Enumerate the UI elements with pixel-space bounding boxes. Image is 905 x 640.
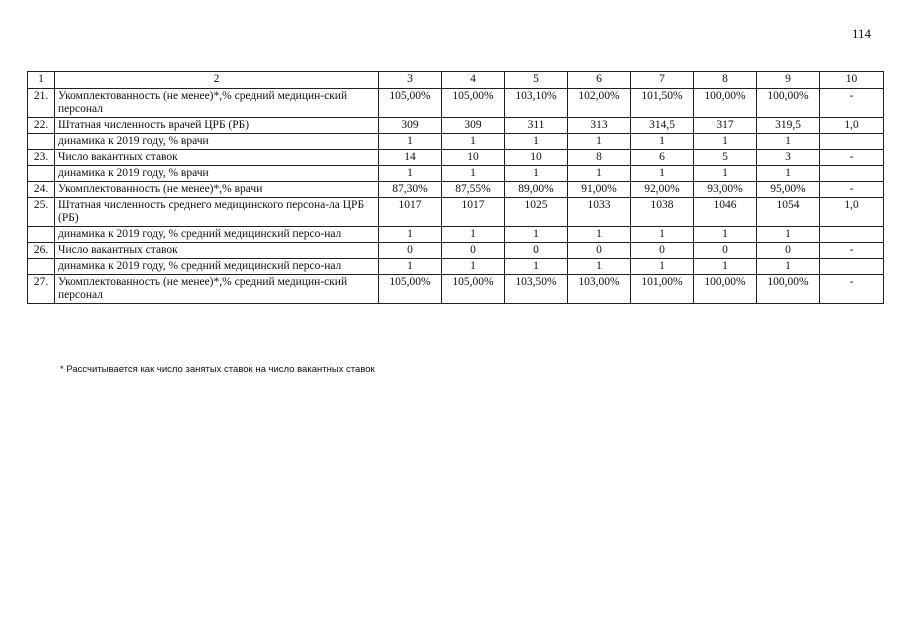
- value-cell: 5: [694, 150, 757, 166]
- column-header-8: 8: [694, 72, 757, 89]
- value-cell: 1: [379, 134, 442, 150]
- value-cell: 105,00%: [442, 89, 505, 118]
- value-cell: -: [820, 243, 884, 259]
- column-header-1: 1: [28, 72, 55, 89]
- value-cell: 10: [442, 150, 505, 166]
- value-cell: 1: [442, 227, 505, 243]
- row-description: Укомплектованность (не менее)*,% средний медицин-ский персонал: [55, 275, 379, 304]
- table-row: [28, 275, 884, 304]
- row-description: динамика к 2019 году, % средний медицинский персо-нал: [55, 259, 379, 275]
- value-cell: 1: [757, 227, 820, 243]
- value-cell: 317: [694, 118, 757, 134]
- table-row: [28, 182, 884, 198]
- row-description: Число вакантных ставок: [55, 150, 379, 166]
- table-row: [28, 134, 884, 150]
- value-cell: 100,00%: [694, 89, 757, 118]
- row-number: 27.: [28, 275, 55, 304]
- value-cell: 100,00%: [757, 89, 820, 118]
- value-cell: 1: [568, 166, 631, 182]
- value-cell: 1: [568, 227, 631, 243]
- value-cell: 0: [757, 243, 820, 259]
- value-cell: 103,50%: [505, 275, 568, 304]
- value-cell: 1,0: [820, 118, 884, 134]
- value-cell: -: [820, 89, 884, 118]
- value-cell: 0: [379, 243, 442, 259]
- value-cell: [820, 166, 884, 182]
- table-row: [28, 166, 884, 182]
- row-description: динамика к 2019 году, % врачи: [55, 166, 379, 182]
- table-row: [28, 89, 884, 118]
- row-number: 25.: [28, 198, 55, 227]
- value-cell: 1: [694, 259, 757, 275]
- row-number: 21.: [28, 89, 55, 118]
- value-cell: 100,00%: [757, 275, 820, 304]
- row-description: динамика к 2019 году, % врачи: [55, 134, 379, 150]
- value-cell: 1: [505, 227, 568, 243]
- table-body: [28, 72, 884, 304]
- value-cell: 95,00%: [757, 182, 820, 198]
- value-cell: 309: [442, 118, 505, 134]
- value-cell: 1: [568, 259, 631, 275]
- value-cell: 1: [379, 227, 442, 243]
- value-cell: 103,10%: [505, 89, 568, 118]
- value-cell: [820, 227, 884, 243]
- value-cell: 0: [505, 243, 568, 259]
- value-cell: 311: [505, 118, 568, 134]
- value-cell: 1017: [442, 198, 505, 227]
- value-cell: 1017: [379, 198, 442, 227]
- value-cell: -: [820, 182, 884, 198]
- value-cell: 319,5: [757, 118, 820, 134]
- footnote: * Рассчитывается как число занятых ставок на число вакантных ставок: [60, 364, 375, 375]
- value-cell: 87,30%: [379, 182, 442, 198]
- value-cell: 101,00%: [631, 275, 694, 304]
- data-table: [27, 71, 884, 304]
- value-cell: 6: [631, 150, 694, 166]
- value-cell: 1: [631, 166, 694, 182]
- value-cell: 93,00%: [694, 182, 757, 198]
- table-row: [28, 150, 884, 166]
- row-number: 23.: [28, 150, 55, 166]
- value-cell: 1: [631, 227, 694, 243]
- page-number: 114: [852, 26, 872, 41]
- value-cell: 1: [757, 166, 820, 182]
- table-row: [28, 243, 884, 259]
- value-cell: 1: [631, 134, 694, 150]
- value-cell: 0: [631, 243, 694, 259]
- column-header-6: 6: [568, 72, 631, 89]
- value-cell: [820, 134, 884, 150]
- value-cell: 101,50%: [631, 89, 694, 118]
- value-cell: 1025: [505, 198, 568, 227]
- value-cell: 1: [757, 259, 820, 275]
- value-cell: 105,00%: [379, 89, 442, 118]
- column-header-7: 7: [631, 72, 694, 89]
- value-cell: 87,55%: [442, 182, 505, 198]
- value-cell: 1: [568, 134, 631, 150]
- row-number: 22.: [28, 118, 55, 134]
- value-cell: 100,00%: [694, 275, 757, 304]
- value-cell: 1054: [757, 198, 820, 227]
- row-description: Штатная численность среднего медицинского персона-ла ЦРБ (РБ): [55, 198, 379, 227]
- value-cell: 1: [694, 134, 757, 150]
- value-cell: 1033: [568, 198, 631, 227]
- table-header-row: [28, 72, 884, 89]
- value-cell: 1046: [694, 198, 757, 227]
- value-cell: -: [820, 150, 884, 166]
- value-cell: 14: [379, 150, 442, 166]
- column-header-5: 5: [505, 72, 568, 89]
- value-cell: 1,0: [820, 198, 884, 227]
- column-header-4: 4: [442, 72, 505, 89]
- value-cell: 313: [568, 118, 631, 134]
- value-cell: 1: [631, 259, 694, 275]
- row-description: Укомплектованность (не менее)*,% средний медицин-ский персонал: [55, 89, 379, 118]
- value-cell: [820, 259, 884, 275]
- value-cell: -: [820, 275, 884, 304]
- row-number: [28, 227, 55, 243]
- value-cell: 89,00%: [505, 182, 568, 198]
- value-cell: 1: [757, 134, 820, 150]
- value-cell: 314,5: [631, 118, 694, 134]
- value-cell: 10: [505, 150, 568, 166]
- value-cell: 3: [757, 150, 820, 166]
- table-row: [28, 198, 884, 227]
- value-cell: 1038: [631, 198, 694, 227]
- value-cell: 91,00%: [568, 182, 631, 198]
- row-description: Штатная численность врачей ЦРБ (РБ): [55, 118, 379, 134]
- value-cell: 1: [505, 134, 568, 150]
- value-cell: 1: [505, 259, 568, 275]
- value-cell: 8: [568, 150, 631, 166]
- value-cell: 92,00%: [631, 182, 694, 198]
- value-cell: 1: [442, 134, 505, 150]
- row-description: динамика к 2019 году, % средний медицинский персо-нал: [55, 227, 379, 243]
- column-header-3: 3: [379, 72, 442, 89]
- value-cell: 1: [379, 259, 442, 275]
- row-number: 26.: [28, 243, 55, 259]
- row-number: 24.: [28, 182, 55, 198]
- row-number: [28, 166, 55, 182]
- value-cell: 1: [505, 166, 568, 182]
- value-cell: 1: [694, 166, 757, 182]
- value-cell: 102,00%: [568, 89, 631, 118]
- value-cell: 0: [568, 243, 631, 259]
- column-header-9: 9: [757, 72, 820, 89]
- table-row: [28, 259, 884, 275]
- table-row: [28, 118, 884, 134]
- row-description: Укомплектованность (не менее)*,% врачи: [55, 182, 379, 198]
- value-cell: 105,00%: [379, 275, 442, 304]
- value-cell: 0: [694, 243, 757, 259]
- value-cell: 1: [694, 227, 757, 243]
- row-number: [28, 259, 55, 275]
- table-row: [28, 227, 884, 243]
- column-header-2: 2: [55, 72, 379, 89]
- value-cell: 0: [442, 243, 505, 259]
- value-cell: 309: [379, 118, 442, 134]
- value-cell: 1: [442, 166, 505, 182]
- row-number: [28, 134, 55, 150]
- value-cell: 1: [442, 259, 505, 275]
- row-description: Число вакантных ставок: [55, 243, 379, 259]
- value-cell: 105,00%: [442, 275, 505, 304]
- value-cell: 103,00%: [568, 275, 631, 304]
- column-header-10: 10: [820, 72, 884, 89]
- value-cell: 1: [379, 166, 442, 182]
